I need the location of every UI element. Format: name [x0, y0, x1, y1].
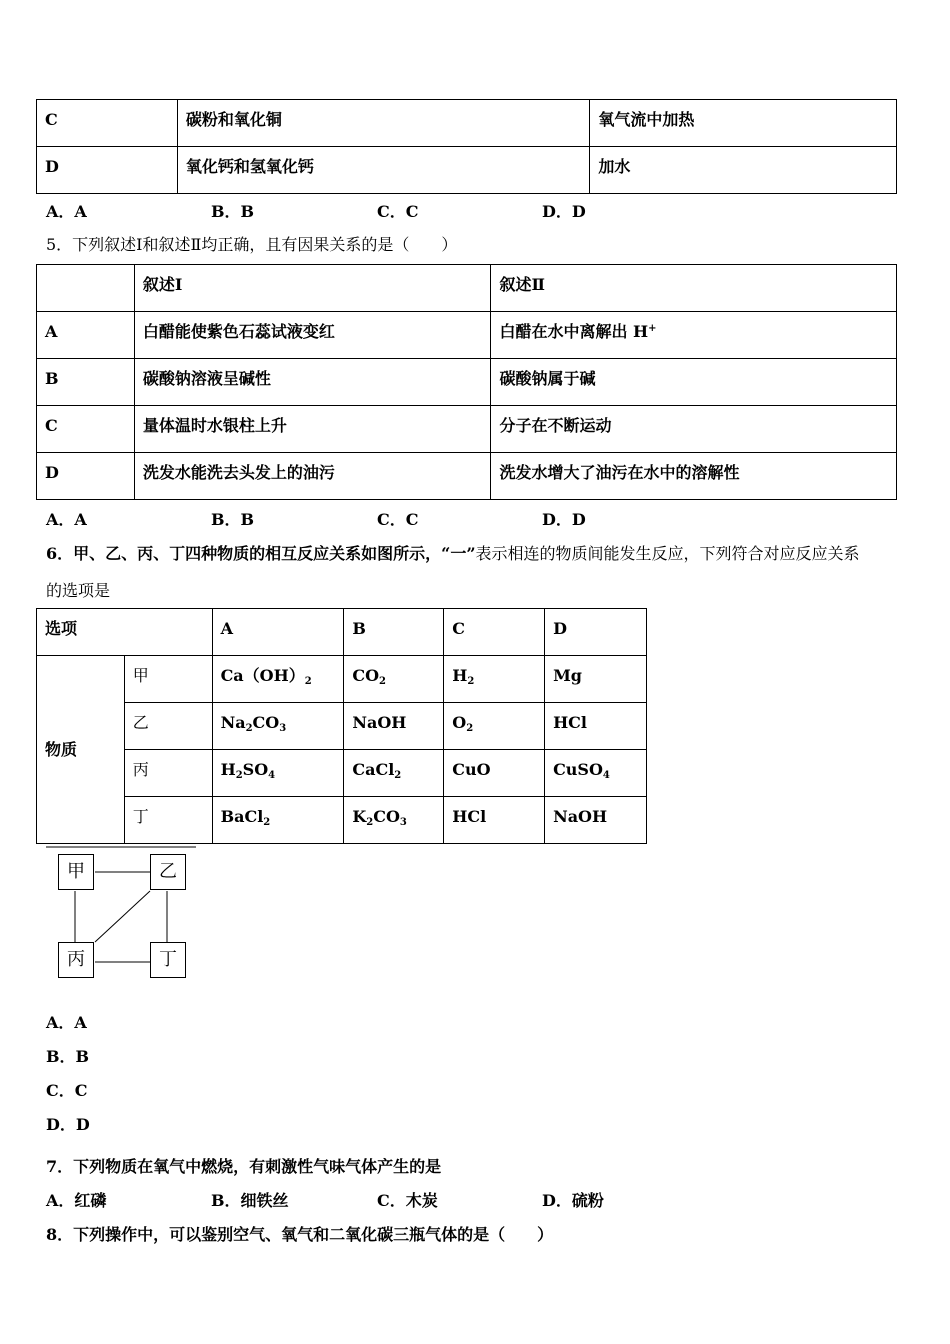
group-label: 物质	[37, 656, 125, 844]
substance-name: 丙	[124, 750, 212, 797]
option-b[interactable]: B．细铁丝	[211, 1191, 289, 1210]
statement-1-cell: 洗发水能洗去头发上的油污	[134, 453, 491, 500]
cell-b: NaOH	[344, 703, 444, 750]
q5-table	[36, 264, 897, 500]
option-c[interactable]: C．C	[377, 510, 419, 529]
option-b[interactable]: B．B	[211, 202, 255, 221]
cell-a: BaCl$_2$	[212, 797, 344, 844]
statement-2-cell: 碳酸钠属于碱	[491, 359, 897, 406]
header-option: 选项	[37, 609, 213, 656]
row-label: B	[37, 359, 135, 406]
option-d[interactable]: D．D	[542, 202, 586, 221]
statement-2-cell	[491, 312, 897, 359]
row-label: D	[37, 453, 135, 500]
cell-c: $O_2$	[444, 703, 545, 750]
table-row	[37, 703, 647, 750]
substance-name: 甲	[124, 656, 212, 703]
cell-d: CuSO$_4$	[545, 750, 647, 797]
statement-1-cell: 碳酸钠溶液呈碱性	[134, 359, 491, 406]
cell-a: $Ca(OH)_2$	[212, 656, 344, 703]
header-cell-empty	[37, 265, 135, 312]
q6-table	[36, 608, 647, 844]
cell-b: $CO_2$	[344, 656, 444, 703]
method-cell: 氧气流中加热	[590, 100, 897, 147]
table-row	[37, 797, 647, 844]
q6-option-c[interactable]: C．C	[46, 1081, 88, 1100]
option-a[interactable]: A．红磷	[46, 1191, 107, 1210]
cell-d: NaOH	[545, 797, 647, 844]
cell-c: HCl	[444, 797, 545, 844]
table-row	[37, 312, 897, 359]
q6-option-d[interactable]: D．D	[46, 1115, 90, 1134]
table-header-row	[37, 265, 897, 312]
row-label: C	[37, 406, 135, 453]
q7-stem: 7．下列物质在氧气中燃烧，有刺激性气味气体产生的是	[46, 1157, 442, 1176]
statement-1-cell: 量体温时水银柱上升	[134, 406, 491, 453]
cell-d: Mg	[545, 656, 647, 703]
table-row	[37, 656, 647, 703]
method-cell: 加水	[590, 147, 897, 194]
substance-cell: 碳粉和氧化铜	[177, 100, 590, 147]
cell-a: $H_2SO_4$	[212, 750, 344, 797]
table-row	[37, 359, 897, 406]
option-a[interactable]: A．A	[46, 510, 87, 529]
row-label: C	[37, 100, 178, 147]
header-d: D	[545, 609, 647, 656]
q6-option-a[interactable]: A．A	[46, 1013, 87, 1032]
header-b: B	[344, 609, 444, 656]
header-cell-s1: 叙述Ⅰ	[134, 265, 491, 312]
q8-stem: 8．下列操作中，可以鉴别空气、氧气和二氧化碳三瓶气体的是（ ）	[46, 1225, 554, 1244]
table-header-row	[37, 609, 647, 656]
q6-stem-bold: 6．甲、乙、丙、丁四种物质的相互反应关系如图所示，“一”	[46, 544, 476, 563]
table-row	[37, 147, 897, 194]
option-a[interactable]: A．A	[46, 202, 87, 221]
table-row	[37, 750, 647, 797]
q6-option-b[interactable]: B．B	[46, 1047, 90, 1066]
node-yi: 乙	[150, 854, 186, 890]
cell-c: $H_2$	[444, 656, 545, 703]
option-c[interactable]: C．木炭	[377, 1191, 438, 1210]
substance-name: 丁	[124, 797, 212, 844]
q5-stem: 5．下列叙述Ⅰ和叙述Ⅱ均正确，且有因果关系的是（ ）	[46, 235, 458, 254]
cell-d: HCl	[545, 703, 647, 750]
substance-cell: 氧化钙和氢氧化钙	[177, 147, 590, 194]
reaction-diagram	[44, 846, 204, 986]
option-c[interactable]: C．C	[377, 202, 419, 221]
cell-b: CaCl$_2$	[344, 750, 444, 797]
substance-name: 乙	[124, 703, 212, 750]
option-d[interactable]: D．D	[542, 510, 586, 529]
q6-stem-rest: 表示相连的物质间能发生反应，下列符合对应反应关系	[475, 544, 860, 563]
header-cell-s2: 叙述Ⅱ	[491, 265, 897, 312]
statement-2-cell: 分子在不断运动	[491, 406, 897, 453]
q6-stem-line2: 的选项是	[46, 581, 111, 600]
statement-2-text: 白醋在水中离解出 H	[499, 322, 649, 341]
option-d[interactable]: D．硫粉	[542, 1191, 604, 1210]
statement-1-cell: 白醋能使紫色石蕊试液变红	[134, 312, 491, 359]
statement-2-cell: 洗发水增大了油污在水中的溶解性	[491, 453, 897, 500]
node-bing: 丙	[58, 942, 94, 978]
option-b[interactable]: B．B	[211, 510, 255, 529]
table-row	[37, 406, 897, 453]
ion-charge: +	[648, 323, 657, 334]
cell-c: CuO	[444, 750, 545, 797]
header-a: A	[212, 609, 344, 656]
table-row	[37, 100, 897, 147]
cell-b: $K_2CO_3$	[344, 797, 444, 844]
table-row	[37, 453, 897, 500]
q4-table	[36, 99, 897, 194]
node-jia: 甲	[58, 854, 94, 890]
header-c: C	[444, 609, 545, 656]
row-label: D	[37, 147, 178, 194]
row-label: A	[37, 312, 135, 359]
cell-a: $Na_2CO_3$	[212, 703, 344, 750]
q6-stem-line1	[46, 541, 860, 564]
node-ding: 丁	[150, 942, 186, 978]
